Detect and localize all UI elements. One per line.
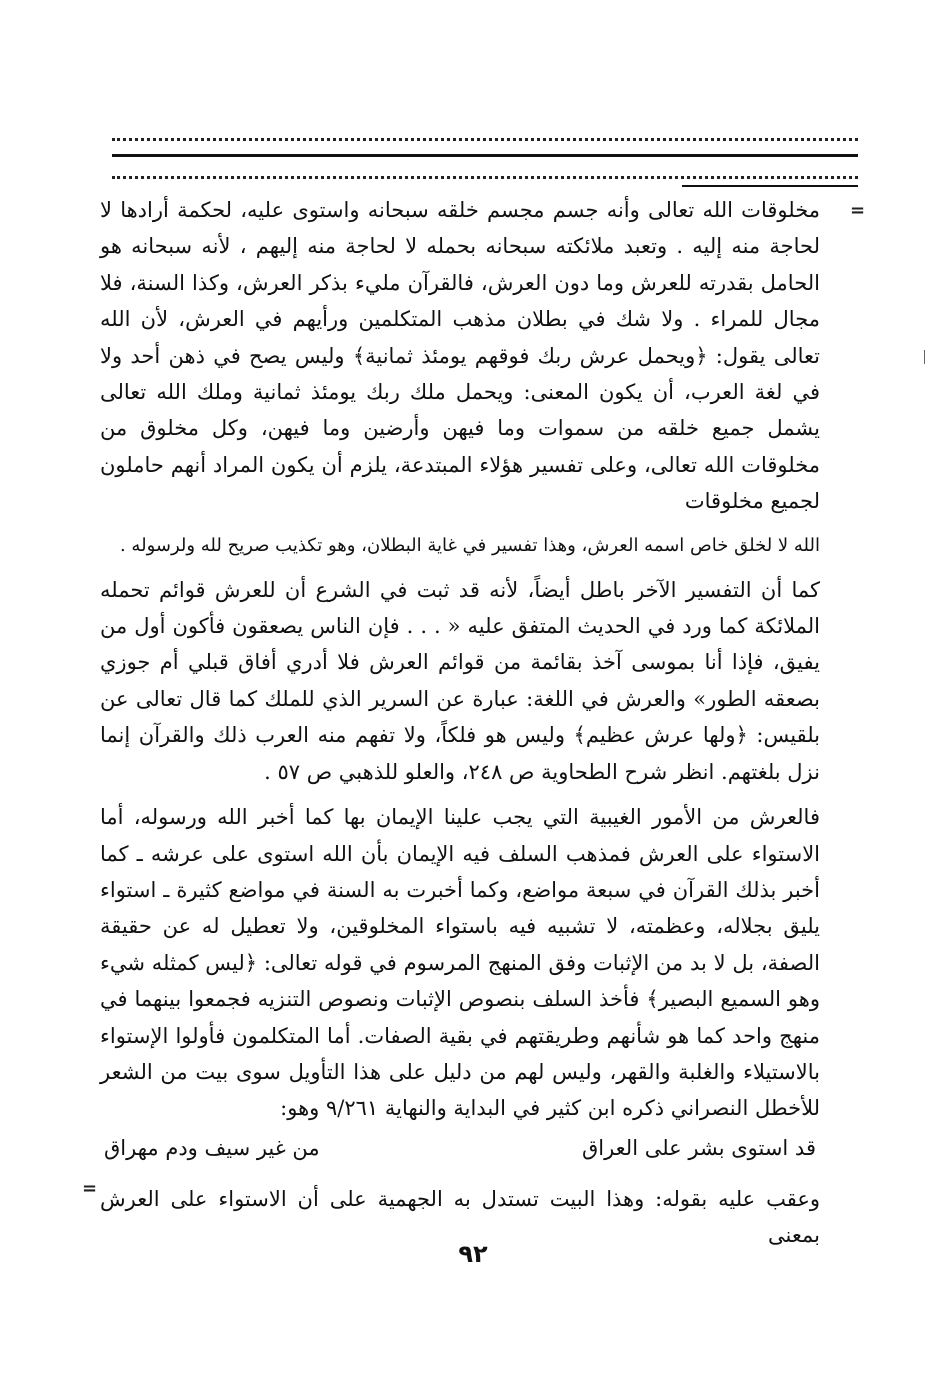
- dotted-rule-bottom: [112, 176, 858, 179]
- paragraph-4: وعقب عليه بقوله: وهذا البيت تستدل به الجهمية على أن الاستواء على العرش بمعنى: [100, 1186, 820, 1248]
- paragraph-1-end: الله لا لخلق خاص اسمه العرش، وهذا تفسير في غاية البطلان، وهو تكذيب صريح لله ولرسوله .: [119, 534, 820, 556]
- header-rules: [112, 128, 858, 188]
- paragraph-3: فالعرش من الأمور الغيبية التي يجب علينا الإيمان بها كما أخبر الله ورسوله، أما الاستواء على العرش فمذهب السلف فيه الإيمان بأن الله استوى على عرشه ـ كما أخبر بذلك القرآن في سبعة مواضع، وكما أخبرت به السنة في مواضع كثيرة ـ استواء يليق بجلاله، وعظمته، لا تشبيه فيه باستواء المخلوقين، ولا تعطيل له عن حقيقة الصفة، بل لا بد من الإثبات وفق المنهج المرسوم في قوله تعالى: ﴿ليس كمثله شيء وهو السميع البصير﴾ فأخذ السلف بنصوص الإثبات ونصوص التنزيه فجمعوا بينهما في منهج واحد كما هو شأنهم وطريقتهم في بقية الصفات. أما المتكلمون فأولوا الإستواء بالاستيلاء والغلبة والقهر، وليس لهم من دليل على هذا التأويل سوى بيت من الشعر للأخطل النصراني ذكره ابن كثير في البداية والنهاية ٩/٢٦١ وهو:: [100, 805, 820, 1121]
- poem-verse: [100, 1129, 820, 1167]
- continuation-mark-bottom: =: [82, 1178, 98, 1199]
- page-number: ٩٢: [458, 1240, 488, 1268]
- thick-rule: [112, 154, 858, 157]
- poem-hemistich-left: من غير سيف ودم مهراق: [104, 1135, 320, 1160]
- footnote-text: [100, 192, 820, 1254]
- continuation-mark-top: =: [850, 200, 866, 221]
- paragraph-1: مخلوقات الله تعالى وأنه جسم مجسم خلقه سبحانه واستوى عليه، لحكمة أرادها لا لحاجة منه إليه . وتعبد ملائكته سبحانه بحمله لا لحاجة منه إليهم ، لأنه سبحانه هو الحامل بقدرته للعرش وما دون العرش، فالقرآن مليء بذكر العرش، وكذا السنة، فلا مجال للمراء . ولا شك في بطلان مذهب المتكلمين ورأيهم في العرش، لأن الله تعالى يقول: ﴿ويحمل عرش ربك فوقهم يومئذ ثمانية﴾ وليس يصح في ذهن أحد ولا في لغة العرب، أن يكون المعنى: ويحمل ملك ربك يومئذ ثمانية وملك الله تعالى يشمل جميع خلقه من سموات وما فيهن وأرضين وما فيهن، وكل مخلوق من مخلوقات الله تعالى، وعلى تفسير هؤلاء المبتدعة، يلزم أن يكون المراد أنهم حاملون لجميع مخلوقات: [100, 198, 820, 514]
- dotted-rule-top: [112, 138, 858, 141]
- footnote-separator: [682, 185, 858, 187]
- paragraph-2: كما أن التفسير الآخر باطل أيضاً، لأنه قد ثبت في الشرع أن للعرش قوائم تحمله الملائكة كما ورد في الحديث المتفق عليه « . . . فإن الناس يصعقون فأكون أول من يفيق، فإذا أنا بموسى آخذ بقائمة من قوائم العرش فلا أدري أفاق قبلي أم جوزي بصعقه الطور» والعرش في اللغة: عبارة عن السرير الذي للملك كما قال تعالى عن بلقيس: ﴿ولها عرش عظيم﴾ وليس هو فلكاً، ولا تفهم منه العرب ذلك والقرآن إنما نزل بلغتهم. انظر شرح الطحاوية ص ٢٤٨، والعلو للذهبي ص ٥٧ .: [100, 577, 820, 784]
- poem-hemistich-right: قد استوى بشر على العراق: [581, 1135, 816, 1160]
- stray-mark: [924, 350, 925, 364]
